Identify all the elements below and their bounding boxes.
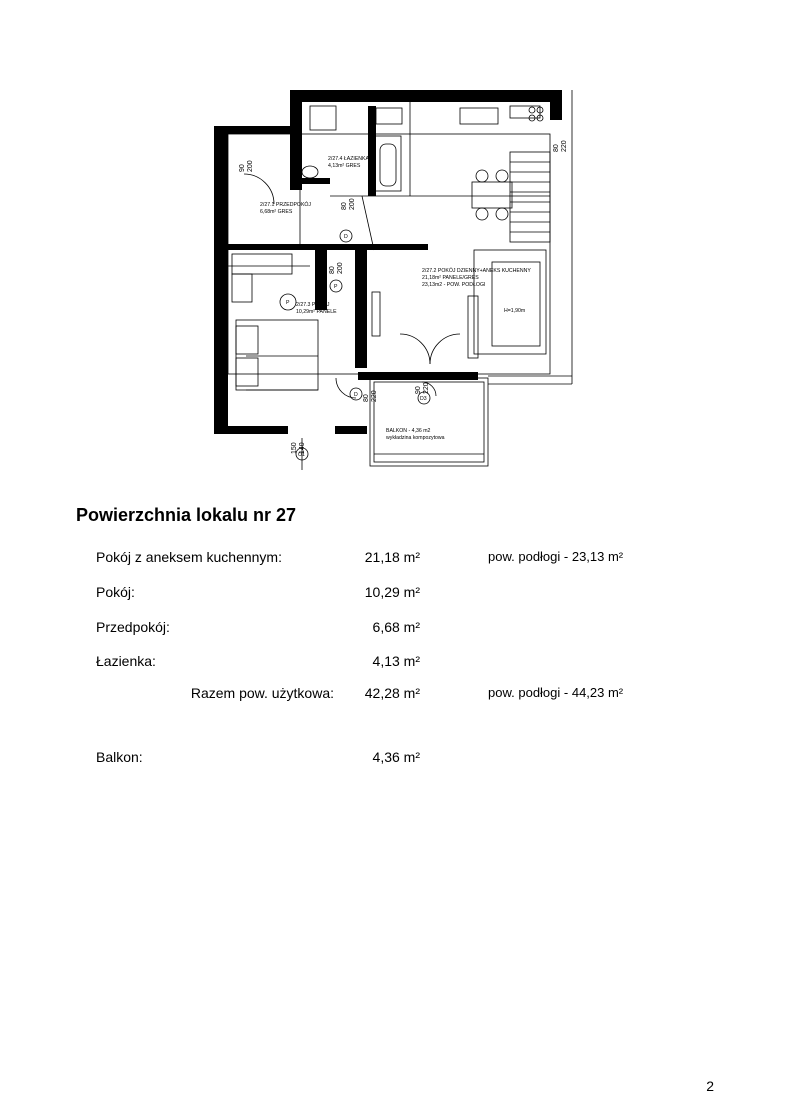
area-row-name: Pokój: bbox=[96, 584, 135, 600]
dim-9: 90 bbox=[415, 386, 422, 394]
floor-plan bbox=[210, 86, 580, 470]
area-row-room bbox=[0, 584, 792, 604]
area-row-name: Razem pow. użytkowa: bbox=[190, 685, 334, 701]
area-row-total bbox=[0, 685, 792, 705]
dim-7: 80 bbox=[363, 394, 370, 402]
height-label: H=1,90m bbox=[504, 308, 526, 314]
svg-text:2/27.2 POKÓJ DZIENNY+ANEKS KUC bbox=[422, 267, 531, 288]
area-row-name: Pokój z aneksem kuchennym: bbox=[96, 549, 282, 565]
dim-6: 200 bbox=[337, 262, 344, 274]
area-row-name: Przedpokój: bbox=[96, 619, 170, 635]
svg-text:2/27.4 ŁAZIENKA4,13m² GRES bbox=[328, 156, 369, 169]
marker-1: D bbox=[344, 234, 348, 240]
area-row-floor: pow. podłogi - 23,13 m² bbox=[488, 549, 624, 564]
area-row-floor: pow. podłogi - 44,23 m² bbox=[488, 685, 624, 700]
dim-13: 80 bbox=[553, 144, 560, 152]
area-row-name: Balkon: bbox=[96, 749, 143, 765]
living-label-3: 23,13m2 - POW. PODŁOGI bbox=[422, 282, 486, 288]
bathroom-label-1: 2/27.4 ŁAZIENKA bbox=[328, 156, 369, 162]
dim-14: 220 bbox=[561, 140, 568, 152]
marker-5: O1 bbox=[298, 452, 305, 458]
dim-5: 80 bbox=[329, 266, 336, 274]
hall-label-1: 2/27.1 PRZEDPOKÓJ bbox=[260, 202, 312, 208]
dim-2: 200 bbox=[247, 160, 254, 172]
dim-10: 220 bbox=[423, 382, 430, 394]
dim-3: 80 bbox=[341, 202, 348, 210]
page-number: 2 bbox=[706, 1078, 714, 1094]
balcony-label-1: BALKON - 4,36 m2 bbox=[386, 428, 431, 434]
area-row-value: 6,68 m² bbox=[372, 619, 420, 635]
floor-plan-drawing bbox=[210, 86, 580, 470]
room-label-1: 2/27.3 POKÓJ bbox=[296, 302, 330, 308]
dim-12: 140 bbox=[299, 442, 306, 454]
marker-4: D bbox=[354, 392, 358, 398]
area-row-bathroom bbox=[0, 653, 792, 673]
dim-4: 200 bbox=[349, 198, 356, 210]
marker-6: D3 bbox=[420, 396, 427, 402]
svg-text:2/27.1 PRZEDPOKÓJ6,68m² GRES bbox=[260, 201, 311, 215]
living-label-2: 21,18m² PANELE/GRES bbox=[422, 275, 479, 281]
dim-1: 90 bbox=[239, 164, 246, 172]
living-label-1: 2/27.2 POKÓJ DZIENNY+ANEKS KUCHENNY bbox=[422, 268, 531, 274]
hall-label-2: 6,68m² GRES bbox=[260, 209, 293, 215]
page-title: Powierzchnia lokalu nr 27 bbox=[76, 505, 297, 525]
svg-text:BALKON - 4,36 m2wykładzina kom bbox=[386, 428, 445, 441]
area-row-value: 10,29 m² bbox=[364, 584, 420, 600]
marker-3: P bbox=[286, 300, 290, 306]
area-row-living bbox=[0, 549, 792, 569]
dim-11: 150 bbox=[291, 442, 298, 454]
area-row-name: Łazienka: bbox=[96, 653, 156, 669]
area-row-value: 4,13 m² bbox=[372, 653, 420, 669]
partitions bbox=[228, 90, 572, 470]
dim-8: 220 bbox=[371, 390, 378, 402]
room-label-2: 10,29m² PANELE bbox=[296, 309, 337, 315]
area-row-hall bbox=[0, 619, 792, 639]
area-row-value: 21,18 m² bbox=[364, 549, 420, 565]
marker-2: P bbox=[334, 284, 338, 290]
bathroom-label-2: 4,13m² GRES bbox=[328, 163, 361, 169]
area-row-value: 4,36 m² bbox=[372, 749, 420, 765]
area-row-value: 42,28 m² bbox=[364, 685, 420, 701]
balcony-label-2: wykładzina kompozytowa bbox=[386, 435, 445, 441]
area-row-balcony bbox=[0, 749, 792, 769]
